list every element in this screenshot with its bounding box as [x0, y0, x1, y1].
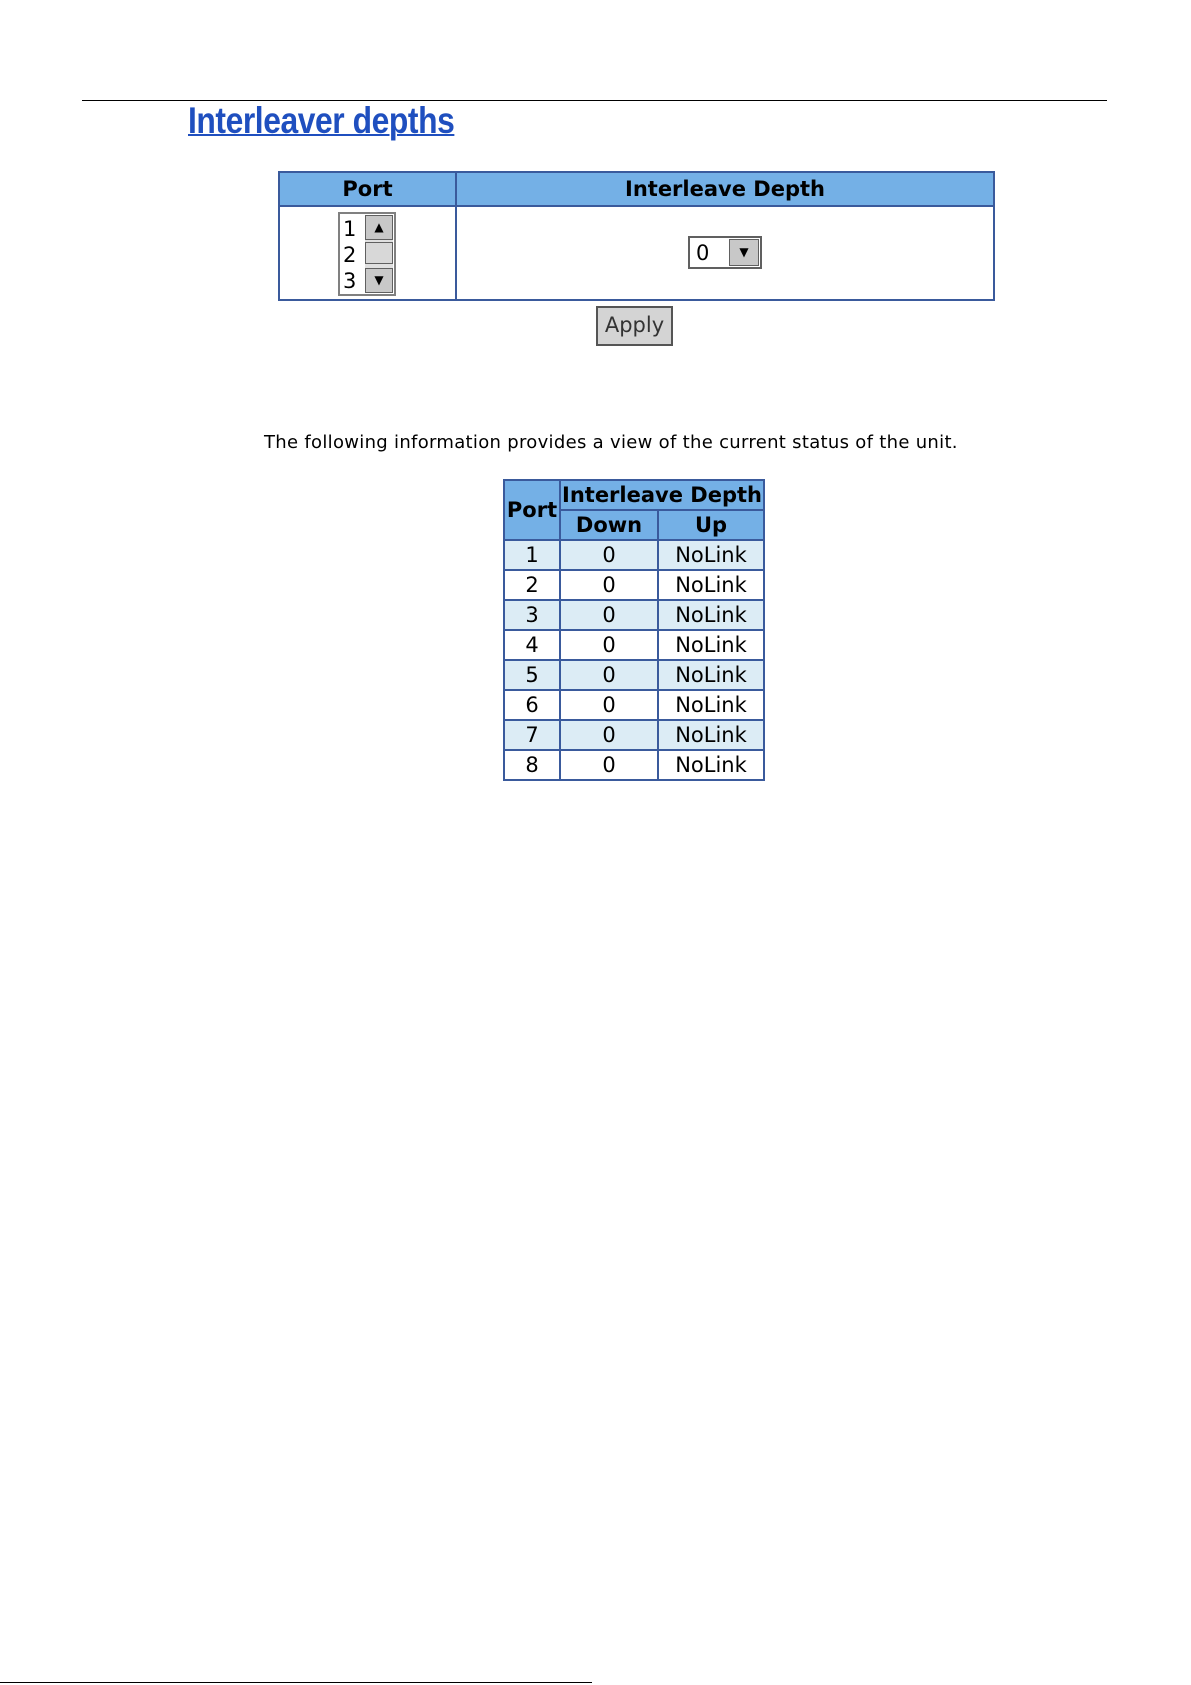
down-cell: 0 — [560, 570, 658, 600]
port-cell: 5 — [504, 660, 560, 690]
table-row — [504, 630, 764, 660]
port-option[interactable]: 1 — [343, 217, 357, 241]
down-cell: 0 — [560, 630, 658, 660]
status-depth-header: Interleave Depth — [560, 480, 764, 510]
page-title: Interleaver depths — [188, 100, 455, 141]
interleave-depth-select[interactable] — [688, 236, 762, 269]
selected-depth: 0 — [696, 241, 710, 265]
down-cell: 0 — [560, 690, 658, 720]
port-cell: 6 — [504, 690, 560, 720]
up-cell: NoLink — [658, 570, 764, 600]
column-divider — [455, 173, 457, 299]
up-cell: NoLink — [658, 630, 764, 660]
chevron-down-icon[interactable]: ▼ — [729, 239, 759, 266]
table-row — [504, 660, 764, 690]
table-row — [504, 690, 764, 720]
status-port-header: Port — [504, 480, 560, 540]
interleave-depth-header: Interleave Depth — [625, 177, 825, 201]
up-cell: NoLink — [658, 660, 764, 690]
down-cell: 0 — [560, 720, 658, 750]
port-cell: 4 — [504, 630, 560, 660]
port-cell: 7 — [504, 720, 560, 750]
up-cell: NoLink — [658, 600, 764, 630]
down-header: Down — [560, 510, 658, 540]
top-rule-right — [1032, 100, 1107, 101]
port-cell: 2 — [504, 570, 560, 600]
port-cell: 3 — [504, 600, 560, 630]
down-cell: 0 — [560, 660, 658, 690]
up-cell: NoLink — [658, 750, 764, 780]
table-row — [504, 540, 764, 570]
status-table — [503, 479, 765, 781]
down-cell: 0 — [560, 600, 658, 630]
config-table — [278, 171, 995, 301]
up-header: Up — [658, 510, 764, 540]
down-cell: 0 — [560, 750, 658, 780]
up-cell: NoLink — [658, 720, 764, 750]
bottom-rule — [0, 1682, 592, 1683]
listbox-scrollbar[interactable] — [365, 215, 393, 293]
status-description: The following information provides a view of the current status of the unit. — [264, 432, 958, 453]
down-arrow-icon[interactable]: ▼ — [365, 268, 393, 293]
table-row — [504, 600, 764, 630]
config-header-row — [280, 173, 993, 207]
port-option[interactable]: 2 — [343, 243, 357, 267]
top-rule-left — [82, 100, 162, 101]
up-arrow-icon[interactable]: ▲ — [365, 215, 393, 240]
table-row — [504, 570, 764, 600]
up-cell: NoLink — [658, 690, 764, 720]
port-header: Port — [342, 177, 393, 201]
table-row — [504, 750, 764, 780]
port-cell: 1 — [504, 540, 560, 570]
table-row — [504, 720, 764, 750]
apply-button[interactable]: Apply — [596, 306, 673, 346]
up-cell: NoLink — [658, 540, 764, 570]
port-cell: 8 — [504, 750, 560, 780]
port-option[interactable]: 3 — [343, 269, 357, 293]
scroll-thumb[interactable] — [365, 242, 393, 264]
down-cell: 0 — [560, 540, 658, 570]
port-listbox[interactable] — [338, 212, 396, 296]
